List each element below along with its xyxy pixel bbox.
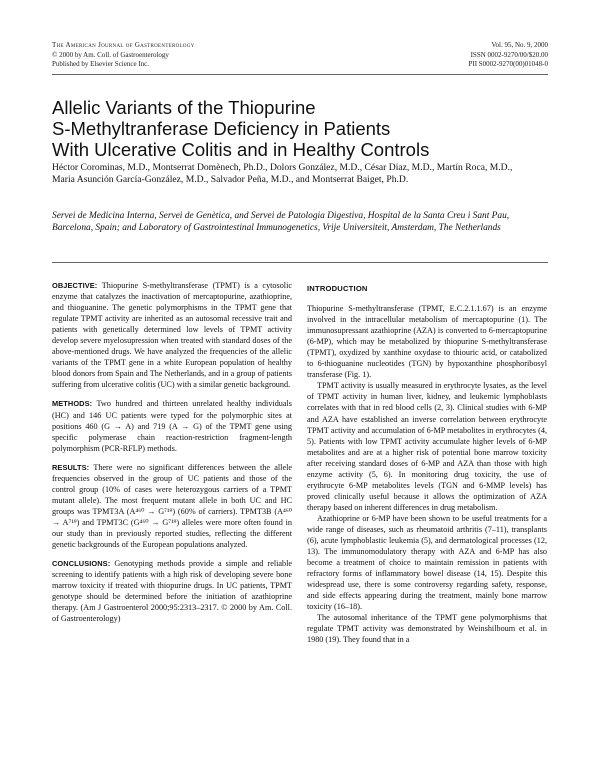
abstract-column	[52, 280, 292, 632]
introduction-column	[307, 280, 547, 646]
results-text: There were no significant differences between the allele frequencies observed in the group of UC patients and those of the control group (10% of cases were heterozygous carriers of a TPMT mutant allele). The most frequent mutant allele in both UC and HC groups was TPMT3A (A⁴⁶⁰ → G⁷¹⁹) (60% of carriers). TPMT3B (A⁴⁶⁰ → A⁷¹⁹) and TPMT3C (G⁴⁶⁰ → G⁷¹⁹) alleles were more often found in our study than in previously reported studies, reflecting the different genetic backgrounds of the European populations analyzed.	[52, 462, 293, 550]
publisher-line: Published by Elsevier Science Inc.	[52, 60, 150, 68]
journal-header-left	[52, 41, 195, 70]
methods-text: Two hundred and thirteen unrelated healthy individuals (HC) and 146 UC patients were typed for the polymorphic sites at positions 460 (G → A) and 719 (A → G) of the TPMT gene using specific polymerase chain reaction-restriction fragment-length polymorphism (PCR-RFLP) methods.	[52, 399, 292, 453]
introduction-heading: INTRODUCTION	[307, 284, 368, 293]
journal-header-right	[468, 41, 548, 70]
results-label: RESULTS:	[52, 462, 90, 472]
author-list: Héctor Corominas, M.D., Montserrat Domènech, Ph.D., Dolors González, M.D., César Diaz, M.D., Martín Roca, M.D., Maria Asunción García-González, M.D., Salvador Peña, M.D., and Montserrat Baiget, Ph.D.	[52, 162, 513, 186]
intro-paragraph: The autosomal inheritance of the TPMT gene polymorphisms that regulate TPMT activity was demonstrated by Weinshilboum et al. in 1980 (19). They found that in a	[307, 613, 547, 645]
intro-paragraph: TPMT activity is usually measured in erythrocyte lysates, as the level of TPMT activity in human liver, kidney, and leukemic lymphoblasts correlates with that in red blood cells (2, 3). Clinical studies with 6-MP and AZA have established an inverse correlation between erythrocyte TPMT activity and accumulation of 6-MP metabolites in erythrocytes (4, 5). Patients with low TPMT activity accumulate higher levels of 6-MP metabolites and are at a higher risk of potential bone marrow toxicity after receiving standard doses of 6-MP and AZA than those with high enzyme activity (5, 6). In monitoring drug toxicity, the use of erythrocyte 6-MP metabolites levels (TGN and 6-MMP levels) has proved clinically useful because it allows the optimization of AZA therapy based on inherent differences in drug metabolism.	[307, 381, 547, 512]
volume-line: Vol. 95, No. 9, 2000	[491, 41, 548, 49]
methods-label: METHODS:	[52, 399, 93, 409]
abstract-methods	[52, 398, 292, 453]
abstract-objective	[52, 280, 292, 390]
abstract-conclusions	[52, 558, 292, 624]
title-line: With Ulcerative Colitis and in Healthy Controls	[52, 139, 430, 160]
abstract-results	[52, 462, 292, 550]
objective-label: OBJECTIVE:	[52, 281, 98, 290]
affiliation: Servei de Medicina Interna, Servei de Genètica, and Servei de Patologia Digestiva, Hospital de la Santa Creu i Sant Pau, Barcelona, Spain; and Laboratory of Gastrointestinal Immunogenetics, Vrije Universiteit, Amsterdam, The Netherlands	[52, 211, 510, 234]
copyright-line: © 2000 by Am. Coll. of Gastroenterology	[52, 50, 169, 59]
objective-text: Thiopurine S-methyltransferase (TPMT) is a cytosolic enzyme that catalyzes the inactivation of mercaptopurine, azathioprine, and thioguanine. The genetic polymorphisms in the TPMT gene that regulate TPMT activity are inherited as an autosomal recessive trait and patients with genetically determined low levels of TPMT activity develop severe myelosupression when treated with standard doses of the above-mentioned drugs. We have analyzed the frequencies of the allelic variants of the TPMT gene in a white European population of healthy blood donors from Spain and The Netherlands, and in a group of patients suffering from ulcerative colitis (UC) with a similar genetic background.	[52, 281, 292, 390]
conclusions-label: CONCLUSIONS:	[52, 559, 111, 569]
issn-line: ISSN 0002-9270/00/$20.00	[470, 50, 548, 59]
title-line: Allelic Variants of the Thiopurine	[52, 97, 316, 118]
section-rule	[52, 262, 548, 263]
intro-paragraph: Azathioprine or 6-MP have been shown to be useful treatments for a wide range of diseases, such as rheumatoid arthritis (7–11), transplants (6), acute lymphoblastic leukemia (5), and dermatological processes (12, 13). The immunomodulatory therapy with AZA and 6-MP has also become a treatment of choice to maintain remission in patients with refractory forms of inflammatory bowel disease (14, 15). Despite this widespread use, there is some controversy regarding safety, response, and side effects appearing during the treatment, mainly bone marrow toxicity (16–18).	[307, 513, 547, 612]
conclusions-text: Genotyping methods provide a simple and reliable screening to identify patients with a high risk of developing severe bone marrow toxicity if treated with thiopurine drugs. In UC patients, TPMT genotype should be determined before the initiation of azathioprine therapy. (Am J Gastroenterol 2000;95:2313–2317. © 2000 by Am. Coll. of Gastroenterology)	[52, 559, 293, 624]
article-title	[52, 97, 522, 160]
journal-name: The American Journal of Gastroenterology	[52, 41, 195, 49]
header-rule	[52, 74, 548, 75]
pii-line: PII S0002-9270(00)01048-0	[468, 60, 548, 68]
title-line: S-Methyltranferase Deficiency in Patients	[52, 118, 391, 139]
intro-paragraph: Thiopurine S-methyltransferase (TPMT, E.C.2.1.1.67) is an enzyme involved in the intracellular metabolism of mercaptopurine (1). The immunosupressant azathioprine (AZA) is converted to 6-mercaptopurine (6-MP), which may be metabolized by thiopurine S-methyltransferase (TPMT), oxydized by xanthine oxydase to thiouric acid, or catabolized to 6-thioguanine nucleotides (TGN) by hypoxanthine phosphoribosyl transferase (Fig. 1).	[307, 304, 547, 380]
